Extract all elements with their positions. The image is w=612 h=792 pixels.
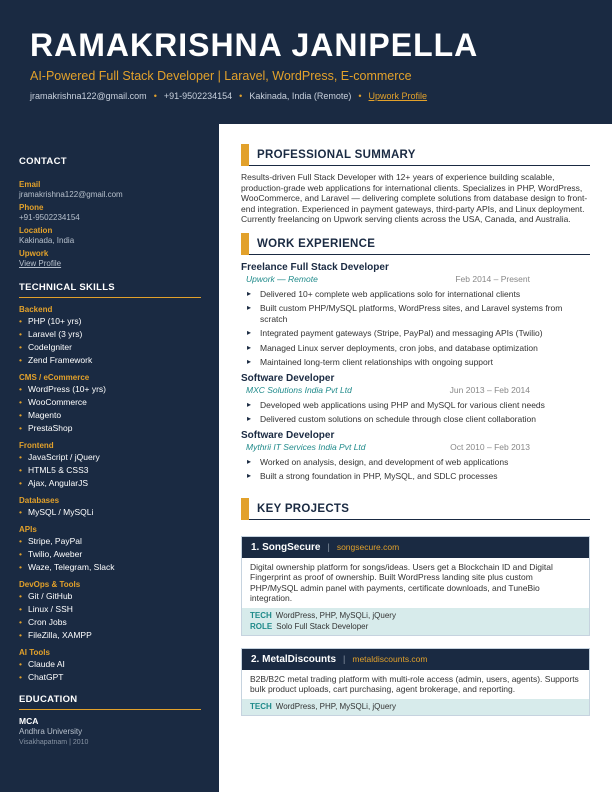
skill-item: • MySQL / MySQLi: [19, 506, 201, 519]
skill-item: • PHP (10+ yrs): [19, 315, 201, 328]
skill-item: • Cron Jobs: [19, 616, 201, 629]
contact-list: [19, 180, 201, 269]
skill-item: • Ajax, AngularJS: [19, 477, 201, 490]
project-url[interactable]: songsecure.com: [336, 542, 400, 552]
resume-header: [0, 0, 612, 124]
sidebar: [0, 124, 219, 792]
header-email[interactable]: jramakrishna122@gmail.com: [30, 91, 147, 101]
job-title: Freelance Full Stack Developer: [241, 261, 389, 273]
project-meta: [242, 699, 589, 715]
candidate-headline: AI-Powered Full Stack Developer | Laravel, WordPress, E-commerce: [30, 69, 412, 83]
skill-item: • Claude AI: [19, 658, 201, 671]
job-bullet: ▸ Delivered custom solutions on schedule through close client collaboration: [241, 414, 590, 425]
section-rule: [249, 165, 590, 166]
project-role-row: [250, 621, 581, 632]
professional-summary: Results-driven Full Stack Developer with 12+ years of experience building scalable, production-grade web applications for international clients. Specializes in PHP, WordPress, WooCommerce, and Laravel — delivering complete solutions from database design to front-end integration. Experienced in payment gateways, third-party APIs, and Linux deployment. Currently freelancing on Upwork serving clients across the USA, Canada, and Australia.: [241, 172, 588, 224]
header-phone[interactable]: +91-9502234154: [163, 91, 233, 101]
section-rule: [249, 254, 590, 255]
job-company: Upwork — Remote: [246, 273, 318, 284]
project-header: [242, 537, 589, 558]
skills-section-title: TECHNICAL SKILLS: [19, 282, 115, 293]
education-school: Andhra University: [19, 727, 83, 736]
tech-value: WordPress, PHP, MySQLi, jQuery: [275, 701, 396, 711]
project-tech-row: [250, 701, 581, 712]
project-name: 1. SongSecure: [251, 541, 321, 553]
skill-item: • Git / GitHub: [19, 590, 201, 603]
header-location: Kakinada, India (Remote): [249, 91, 352, 101]
project-description: Digital ownership platform for songs/ideas. Users get a Blockchain ID and Digital Fingerprint as proof of ownership. Built WordPress landing site plus custom PHP/MySQL admin panel with payments, certificate downloads, and TuneBio integration.: [250, 561, 553, 603]
separator-dot: •: [153, 91, 157, 101]
skill-item: • WooCommerce: [19, 396, 201, 409]
separator-dot: •: [358, 91, 362, 101]
education-section-title: EDUCATION: [19, 694, 78, 705]
projects-section-title: KEY PROJECTS: [257, 502, 350, 515]
experience-section-header: [241, 233, 590, 255]
summary-section-header: [241, 144, 590, 166]
job-entry: [241, 261, 590, 368]
skill-item: • Linux / SSH: [19, 603, 201, 616]
job-bullet: ▸ Developed web applications using PHP and MySQL for various client needs: [241, 400, 590, 411]
job-dates: Jun 2013 – Feb 2014: [449, 384, 530, 395]
project-separator: |: [343, 654, 346, 664]
project-card: [241, 536, 590, 636]
section-divider: [19, 297, 201, 298]
role-label: ROLE: [250, 621, 273, 631]
project-description: B2B/B2C metal trading platform with multi-role access (admin, users, agents). Supports bulk product uploads, cart purchasing, agent brokerage, and reporting.: [250, 673, 579, 694]
job-company: Mythrii IT Services India Pvt Ltd: [246, 441, 366, 452]
job-bullet: ▸ Built a strong foundation in PHP, MySQL, and SDLC processes: [241, 471, 590, 482]
skill-group-cms: [19, 372, 201, 435]
skill-item: • Waze, Telegram, Slack: [19, 561, 201, 574]
job-subheader: [241, 385, 590, 397]
skill-item: • Zend Framework: [19, 354, 201, 367]
job-subheader: [241, 274, 590, 286]
experience-section-title: WORK EXPERIENCE: [257, 237, 376, 250]
skill-group-backend: [19, 304, 201, 367]
project-meta: [242, 608, 589, 635]
skill-group-frontend: [19, 440, 201, 490]
header-contact-line: [30, 91, 427, 101]
education-meta: Visakhapatnam | 2010: [19, 739, 89, 746]
projects-section-header: [241, 498, 590, 520]
tech-label: TECH: [250, 701, 272, 711]
skill-group-ai-tools: [19, 647, 201, 684]
separator-dot: •: [239, 91, 243, 101]
skill-group-title: Frontend: [19, 441, 54, 450]
skill-item: • Laravel (3 yrs): [19, 328, 201, 341]
project-name: 2. MetalDiscounts: [251, 653, 337, 665]
upwork-profile-link[interactable]: Upwork Profile: [368, 91, 428, 101]
contact-value-location: Kakinada, India: [19, 236, 75, 245]
job-company: MXC Solutions India Pvt Ltd: [246, 384, 352, 395]
skill-group-databases: [19, 495, 201, 519]
job-bullet: ▸ Worked on analysis, design, and development of web applications: [241, 457, 590, 468]
skill-item: • Twilio, Aweber: [19, 548, 201, 561]
skill-group-title: AI Tools: [19, 648, 50, 657]
candidate-name: RAMAKRISHNA JANIPELLA: [30, 27, 479, 63]
contact-label-location: Location: [19, 226, 53, 235]
project-separator: |: [327, 542, 330, 552]
tech-label: TECH: [250, 610, 272, 620]
project-card: [241, 648, 590, 716]
skill-item: • Magento: [19, 409, 201, 422]
skill-item: • ChatGPT: [19, 671, 201, 684]
skill-item: • WordPress (10+ yrs): [19, 383, 201, 396]
skill-group-title: Backend: [19, 305, 53, 314]
project-header: [242, 649, 589, 670]
job-title: Software Developer: [241, 372, 335, 384]
skill-item: • CodeIgniter: [19, 341, 201, 354]
job-title: Software Developer: [241, 429, 335, 441]
contact-label-upwork: Upwork: [19, 249, 49, 258]
skill-group-title: APIs: [19, 525, 37, 534]
role-value: Solo Full Stack Developer: [276, 621, 369, 631]
education-degree: MCA: [19, 716, 39, 726]
skill-group-title: Databases: [19, 496, 60, 505]
contact-label-phone: Phone: [19, 203, 44, 212]
skill-item: • PrestaShop: [19, 422, 201, 435]
section-accent-bar: [241, 144, 249, 166]
main-content: [219, 124, 612, 792]
summary-section-title: PROFESSIONAL SUMMARY: [257, 149, 416, 161]
job-entry: [241, 429, 590, 482]
job-bullet: ▸ Built custom PHP/MySQL platforms, WordPress sites, and Laravel systems from scratch: [241, 303, 590, 324]
skill-group-title: DevOps & Tools: [19, 580, 81, 589]
contact-label-email: Email: [19, 180, 41, 189]
view-profile-link[interactable]: View Profile: [19, 259, 62, 268]
contact-value-email[interactable]: jramakrishna122@gmail.com: [19, 190, 123, 199]
contact-value-phone[interactable]: +91-9502234154: [19, 213, 80, 222]
job-dates: Feb 2014 – Present: [455, 273, 530, 284]
skill-item: • FileZilla, XAMPP: [19, 629, 201, 642]
section-divider: [19, 709, 201, 710]
project-tech-row: [250, 610, 581, 621]
skill-item: • JavaScript / jQuery: [19, 451, 201, 464]
job-subheader: [241, 442, 590, 454]
job-entry: [241, 372, 590, 425]
tech-value: WordPress, PHP, MySQLi, jQuery: [275, 610, 396, 620]
project-url[interactable]: metaldiscounts.com: [352, 654, 428, 664]
section-accent-bar: [241, 498, 249, 520]
section-rule: [249, 519, 590, 520]
skill-group-title: CMS / eCommerce: [19, 373, 90, 382]
skill-group-apis: [19, 524, 201, 574]
job-bullet: ▸ Integrated payment gateways (Stripe, PayPal) and messaging APIs (Twilio): [241, 328, 590, 339]
job-dates: Oct 2010 – Feb 2013: [450, 441, 530, 452]
job-bullet: ▸ Managed Linux server deployments, cron jobs, and database optimization: [241, 343, 590, 354]
contact-section-title: CONTACT: [19, 156, 67, 167]
skill-item: • Stripe, PayPal: [19, 535, 201, 548]
skill-group-devops: [19, 579, 201, 642]
skill-item: • HTML5 & CSS3: [19, 464, 201, 477]
job-bullet: ▸ Delivered 10+ complete web applications solo for international clients: [241, 289, 590, 300]
section-accent-bar: [241, 233, 249, 255]
job-bullet: ▸ Maintained long-term client relationships with ongoing support: [241, 357, 590, 368]
